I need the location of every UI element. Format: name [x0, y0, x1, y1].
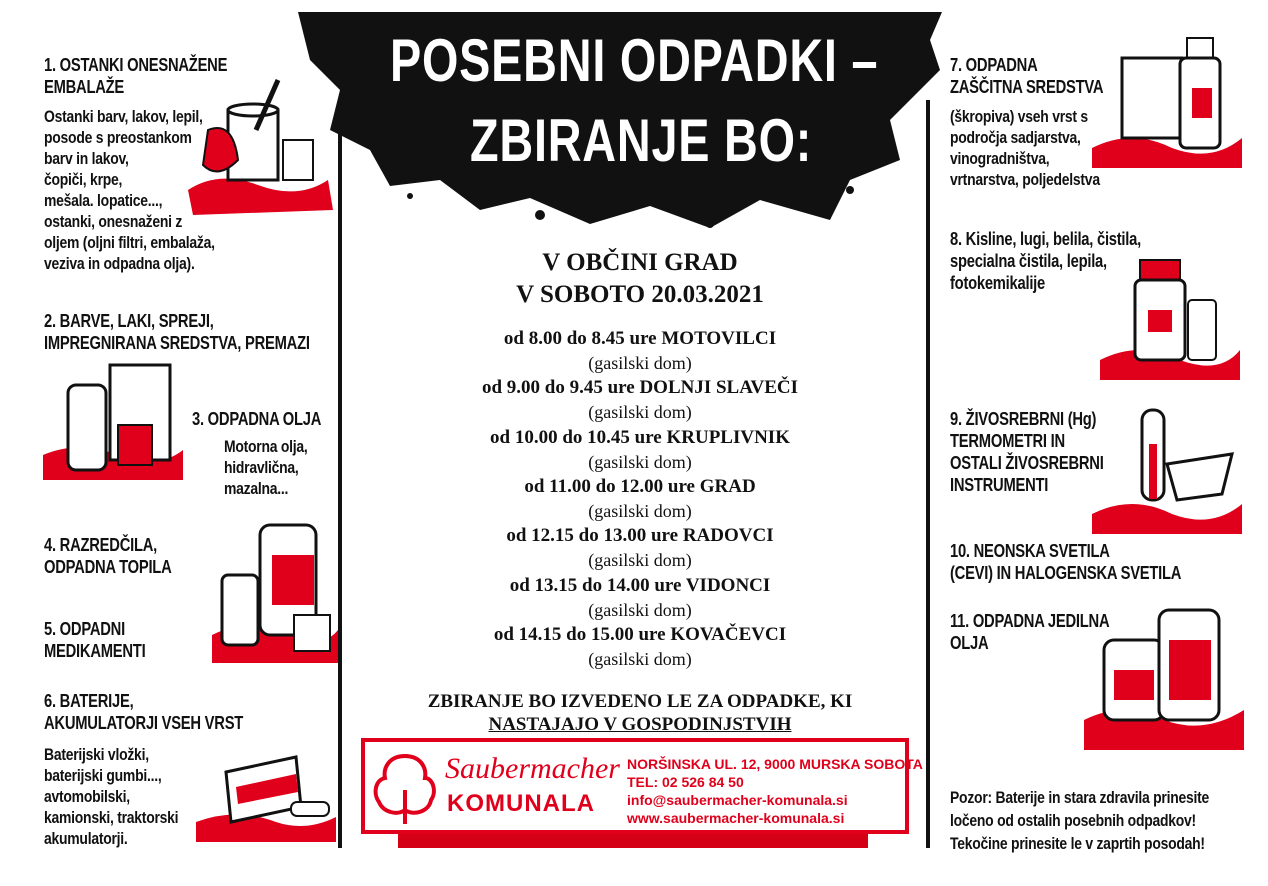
slot-5-time: od 12.15 do 13.00 ure RADOVCI — [506, 525, 774, 546]
event-place: V OBČINI GRAD — [542, 249, 738, 276]
event-date: V SOBOTO 20.03.2021 — [516, 281, 764, 308]
company-address: NORŠINSKA UL. 12, 9000 MURSKA SOBOTA — [627, 756, 923, 772]
cooking-oil-can-icon — [1084, 600, 1244, 750]
notice-line1: ZBIRANJE BO IZVEDENO LE ZA ODPADKE, KI — [427, 691, 853, 712]
notice-line2: NASTAJAJO V GOSPODINJSTVIH — [488, 714, 792, 735]
slot-2-venue: (gasilski dom) — [588, 402, 692, 422]
slot-3-time: od 10.00 do 10.45 ure KRUPLIVNIK — [490, 427, 790, 448]
slot-5-venue: (gasilski dom) — [588, 550, 692, 570]
page-title-line2: ZBIRANJE BO: — [470, 107, 813, 174]
slot-1-time: od 8.00 do 8.45 ure MOTOVILCI — [503, 328, 777, 349]
company-name: Saubermacher — [445, 752, 620, 785]
slot-4-time: od 11.00 do 12.00 ure GRAD — [524, 476, 756, 497]
slot-7-venue: (gasilski dom) — [588, 649, 692, 669]
slot-6-venue: (gasilski dom) — [588, 600, 692, 620]
slot-6-time: od 13.15 do 14.00 ure VIDONCI — [509, 575, 771, 596]
item-11-heading: 11. ODPADNA JEDILNA OLJA — [950, 611, 1110, 653]
item-8-heading: 8. Kisline, lugi, belila, čistila, specialna čistila, lepila, fotokemikalije — [950, 229, 1141, 293]
item-10-heading: 10. NEONSKA SVETILA (CEVI) IN HALOGENSKA SVETILA — [950, 541, 1182, 583]
item-6-text: Baterijski vložki, baterijski gumbi..., avtomobilski, kamionski, traktorski akumulatorji. — [44, 745, 179, 848]
item-1-text: Ostanki barv, lakov, lepil, posode s preostankom barv in lakov, čopiči, krpe, mešala. lopatice..., ostanki, onesnaženi z oljem (oljni filtri, embalaža, veziva in odpadna olja). — [44, 107, 215, 273]
company-phone: TEL: 02 526 84 50 — [627, 774, 744, 790]
item-9-heading: 9. ŽIVOSREBRNI (Hg) TERMOMETRI IN OSTALI ŽIVOSREBRNI INSTRUMENTI — [950, 409, 1104, 495]
item-6-heading: 6. BATERIJE, AKUMULATORJI VSEH VRST — [44, 691, 244, 733]
thermometer-icon — [1092, 404, 1242, 534]
company-logo-icon — [371, 750, 439, 826]
page-title-line1: POSEBNI ODPADKI – — [390, 27, 879, 94]
slot-4-venue: (gasilski dom) — [588, 501, 692, 521]
item-3-heading: 3. ODPADNA OLJA — [192, 409, 322, 429]
warning-note: Pozor: Baterije in stara zdravila prinesite ločeno od ostalih posebnih odpadkov! Tekočine prinesite le v zaprtih posodah! — [950, 788, 1210, 853]
spray-can-icon — [38, 355, 188, 485]
paint-can-icon — [178, 70, 338, 220]
item-7-heading: 7. ODPADNA ZAŠČITNA SREDSTVA — [950, 55, 1104, 97]
slot-1-venue: (gasilski dom) — [588, 353, 692, 373]
item-1-heading: 1. OSTANKI ONESNAŽENE EMBALAŽE — [44, 55, 228, 97]
slot-2-time: od 9.00 do 9.45 ure DOLNJI SLAVEČI — [481, 377, 799, 398]
item-3-text: Motorna olja, hidravlična, mazalna... — [224, 437, 308, 498]
slot-3-venue: (gasilski dom) — [588, 452, 692, 472]
chemical-bottle-icon — [1100, 250, 1240, 380]
item-5-heading: 5. ODPADNI MEDIKAMENTI — [44, 619, 146, 661]
footer-red-bar — [398, 834, 868, 848]
item-7-text: (škropiva) vseh vrst s področja sadjarstva, vinogradništva, vrtnarstva, poljedelstva — [950, 107, 1100, 189]
item-2-heading: 2. BARVE, LAKI, SPREJI, IMPREGNIRANA SREDSTVA, PREMAZI — [44, 311, 310, 353]
company-web[interactable]: www.saubermacher-komunala.si — [627, 810, 845, 826]
company-box — [361, 738, 923, 834]
battery-icon — [196, 752, 336, 842]
company-sub: KOMUNALA — [447, 790, 595, 817]
solvent-can-icon — [212, 515, 338, 665]
slot-7-time: od 14.15 do 15.00 ure KOVAČEVCI — [493, 624, 787, 645]
item-4-heading: 4. RAZREDČILA, ODPADNA TOPILA — [44, 535, 172, 577]
company-email[interactable]: info@saubermacher-komunala.si — [627, 792, 848, 808]
pesticide-bottle-icon — [1092, 28, 1242, 168]
